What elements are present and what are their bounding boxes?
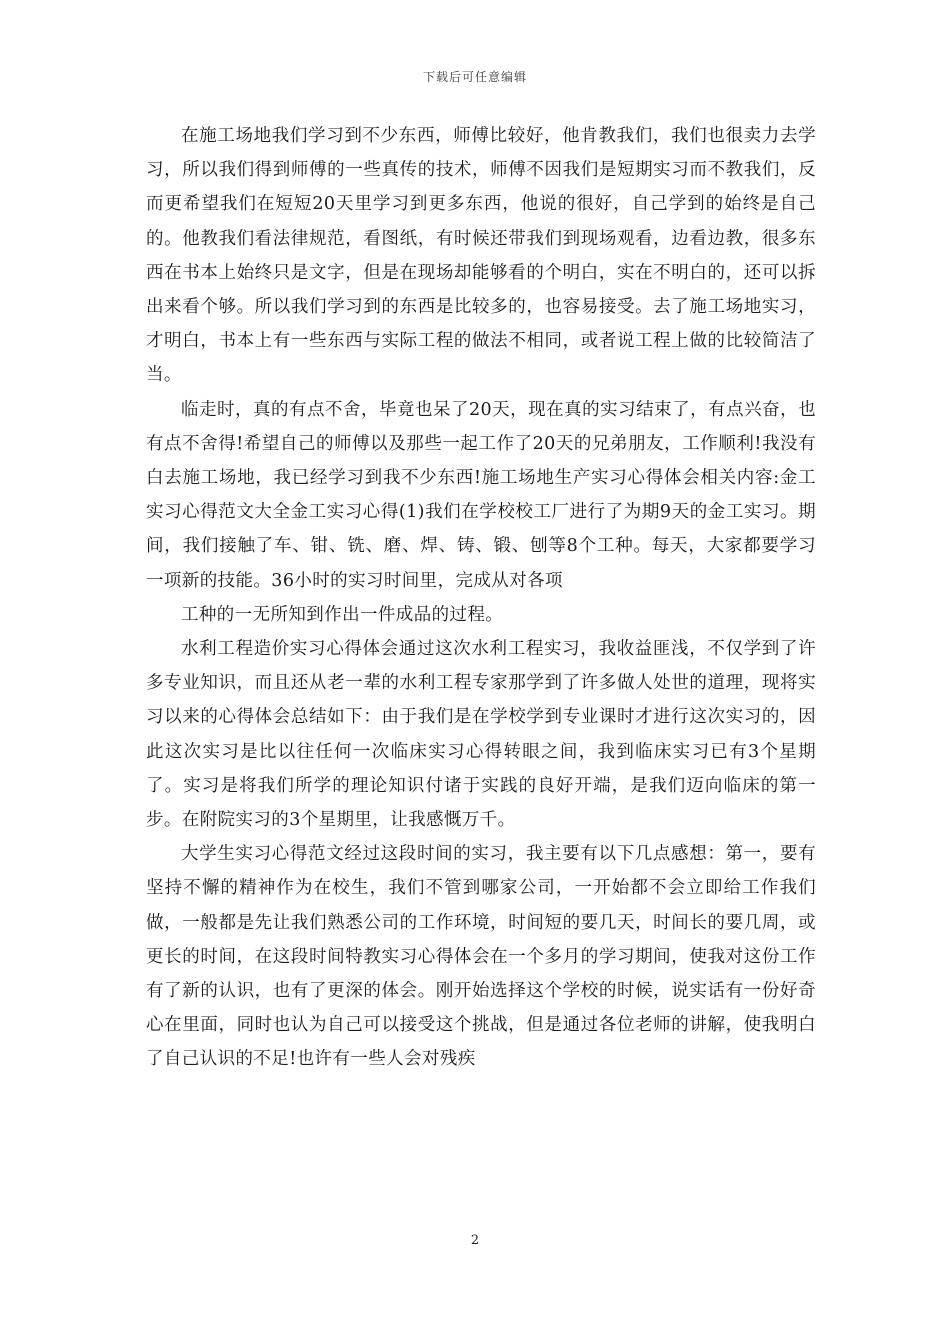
paragraph-water-conservancy: 水利工程造价实习心得体会通过这次水利工程实习，我收益匪浅，不仅学到了许多专业知识，而且还从老一辈的水利工程专家那学到了许多做人处世的道理，现将实习以来的心得体会总结如下：由于我们是在学校学到专业课时才进行这次实习的，因此这次实习是比以往任何一次临床实习心得转眼之间，我到临床实习已有3个星期了。实习是将我们所学的理论知识付诸于实践的良好开端，是我们迈向临床的第一步。在附院实习的3个星期里，让我感慨万千。	[146, 639, 816, 831]
paragraph-leaving: 临走时，真的有点不舍，毕竟也呆了20天，现在真的实习结束了，有点兴奋，也有点不舍得!希望自己的师傅以及那些一起工作了20天的兄弟朋友，工作顺利!我没有白去施工场地，我已经学习到我不少东西!施工场地生产实习心得体会相关内容:金工实习心得范文大全金工实习心得(1)我们在学校校工厂进行了为期9天的金工实习。期间，我们接触了车、钳、铣、磨、焊、铸、锻、刨等8个工种。每天，大家都要学习一项新的技能。36小时的实习时间里，完成从对各项	[146, 399, 816, 591]
page-header: 下载后可任意编辑	[422, 70, 527, 84]
paragraph-college-internship: 大学生实习心得范文经过这段时间的实习，我主要有以下几点感想：第一，要有坚持不懈的精神作为在校生，我们不管到哪家公司，一开始都不会立即给工作我们做，一般都是先让我们熟悉公司的工作环境，时间短的要几天，时间长的要几周，或更长的时间，在这段时间特教实习心得体会在一个多月的学习期间，使我对这份工作有了新的认识，也有了更深的体会。刚开始选择这个学校的时候，说实话有一份好奇心在里面，同时也认为自己可以接受这个挑战，但是通过各位老师的讲解，使我明白了自己认识的不足!也许有一些人会对残疾	[146, 844, 816, 1070]
document-body	[146, 119, 816, 1077]
page-number: 2	[470, 1233, 480, 1248]
paragraph-construction-site: 在施工场地我们学习到不少东西，师傅比较好，他肯教我们，我们也很卖力去学习，所以我们得到师傅的一些真传的技术，师傅不因我们是短期实习而不教我们，反而更希望我们在短短20天里学习到更多东西，他说的很好，自己学到的始终是自己的。他教我们看法律规范，看图纸，有时候还带我们到现场观看，边看边教，很多东西在书本上始终只是文字，但是在现场却能够看的个明白，实在不明白的，还可以拆出来看个够。所以我们学习到的东西是比较多的，也容易接受。去了施工场地实习，才明白，书本上有一些东西与实际工程的做法不相同，或者说工程上做的比较简洁了当。	[146, 126, 816, 386]
paragraph-process: 工种的一无所知到作出一件成品的过程。	[181, 604, 504, 625]
